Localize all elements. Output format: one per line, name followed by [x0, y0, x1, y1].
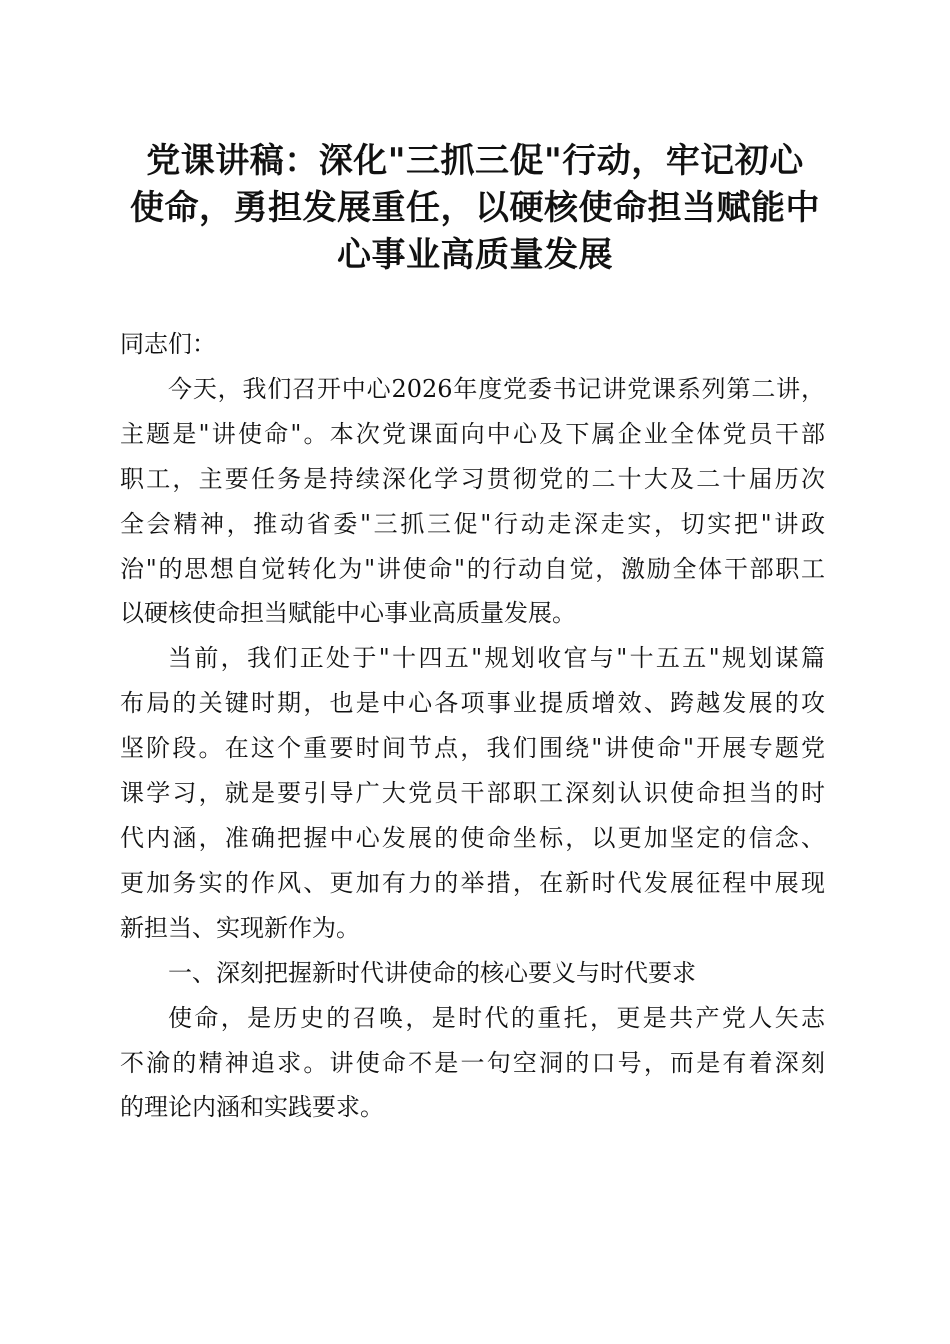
paragraph-line: 全会精神，推动省委"三抓三促"行动走深走实，切实把"讲政	[120, 509, 825, 538]
paragraph-line: 代内涵，准确把握中心发展的使命坐标，以更加坚定的信念、	[120, 823, 825, 852]
paragraph-context	[120, 636, 825, 950]
paragraph-line: 布局的关键时期，也是中心各项事业提质增效、跨越发展的攻	[120, 689, 825, 718]
paragraph-line: 更加务实的作风、更加有力的举措，在新时代发展征程中展现	[120, 868, 825, 897]
document-body	[120, 322, 825, 1130]
paragraph-line: 职工，主要任务是持续深化学习贯彻党的二十大及二十届历次	[120, 464, 825, 493]
title-line: 使命，勇担发展重任，以硬核使命担当赋能中	[130, 188, 820, 228]
paragraph-line: 新担当、实现新作为。	[120, 913, 360, 942]
paragraph-line: 不渝的精神追求。讲使命不是一句空洞的口号，而是有着深刻	[120, 1048, 825, 1077]
paragraph-line: 治"的思想自觉转化为"讲使命"的行动自觉，激励全体干部职工	[120, 554, 825, 583]
paragraph-line: 主题是"讲使命"。本次党课面向中心及下属企业全体党员干部	[120, 419, 825, 448]
paragraph-line: 今天，我们召开中心2026年度党委书记讲党课系列第二讲，	[168, 374, 825, 403]
paragraph-line: 的理论内涵和实践要求。	[120, 1093, 384, 1122]
paragraph-section-one	[120, 996, 825, 1131]
title-line: 心事业高质量发展	[337, 235, 613, 275]
paragraph-intro	[120, 367, 825, 636]
paragraph-line: 以硬核使命担当赋能中心事业高质量发展。	[120, 599, 576, 628]
paragraph-line: 当前，我们正处于"十四五"规划收官与"十五五"规划谋篇	[168, 644, 825, 673]
greeting: 同志们：	[120, 330, 216, 358]
paragraph-line: 使命，是历史的召唤，是时代的重托，更是共产党人矢志	[168, 1003, 825, 1032]
section-heading: 一、深刻把握新时代讲使命的核心要义与时代要求	[168, 958, 696, 987]
paragraph-line: 课学习，就是要引导广大党员干部职工深刻认识使命担当的时	[120, 779, 825, 808]
paragraph-line: 坚阶段。在这个重要时间节点，我们围绕"讲使命"开展专题党	[120, 734, 825, 763]
title-line: 党课讲稿：深化"三抓三促"行动，牢记初心	[146, 141, 804, 181]
document-title	[118, 138, 832, 279]
